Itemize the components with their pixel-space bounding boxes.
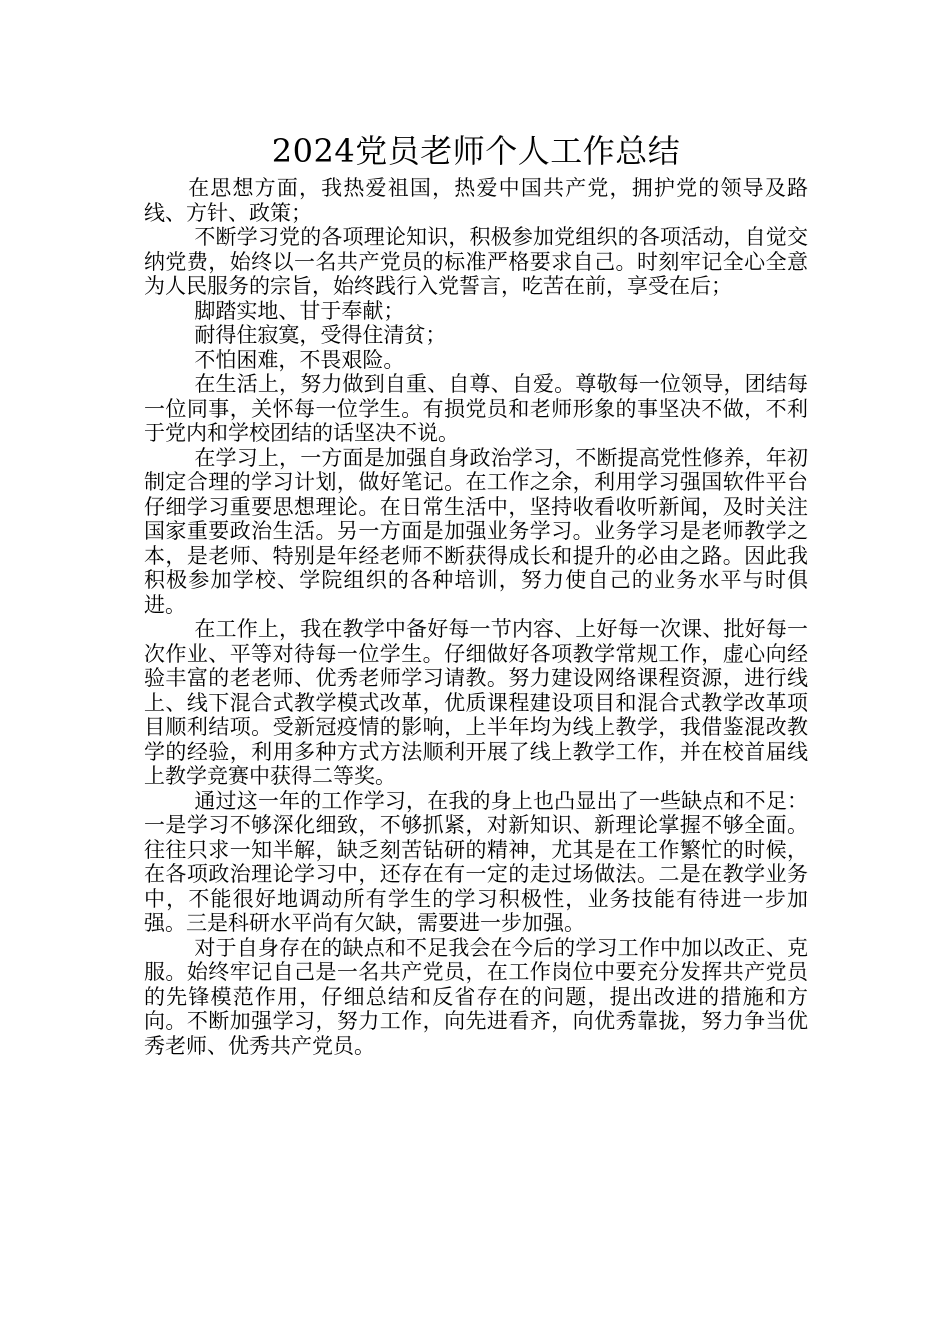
paragraph-dedication: 脚踏实地、甘于奉献；	[194, 298, 405, 323]
paragraph-ideology: 在思想方面，我热爱祖国，热爱中国共产党，拥护党的领导及路线、方针、政策；	[144, 176, 808, 225]
paragraph-shortcomings: 通过这一年的工作学习，在我的身上也凸显出了一些缺点和不足：一是学习不够深化细致，不够抓紧，对新知识、新理论掌握不够全面。往往只求一知半解，缺乏刻苦钻研的精神，尤其是在工作繁忙的时候，在各项政治理论学习中，还存在有一定的走过场做法。二是在教学业务中，不能很好地调动所有学生的学习积极性，业务技能有待进一步加强。三是科研水平尚有欠缺，需要进一步加强。	[144, 788, 808, 935]
paragraph-courage: 不怕困难，不畏艰险。	[194, 347, 405, 372]
document-title: 2024党员老师个人工作总结	[271, 132, 681, 170]
paragraph-endurance: 耐得住寂寞，受得住清贫；	[194, 323, 447, 347]
paragraph-work: 在工作上，我在教学中备好每一节内容、上好每一次课、批好每一次作业、平等对待每一位学生。仔细做好各项教学常规工作，虚心向经验丰富的老老师、优秀老师学习请教。努力建设网络课程资源，进行线上、线下混合式教学模式改革，优质课程建设项目和混合式教学改革项目顺利结项。受新冠疫情的影响，上半年均为线上教学，我借鉴混改教学的经验，利用多种方式方法顺利开展了线上教学工作，并在校首届线上教学竞赛中获得二等奖。	[144, 617, 808, 788]
paragraph-life: 在生活上，努力做到自重、自尊、自爱。尊敬每一位领导，团结每一位同事，关怀每一位学生。有损党员和老师形象的事坚决不做，不利于党内和学校团结的话坚决不说。	[144, 372, 808, 445]
paragraph-study: 在学习上，一方面是加强自身政治学习，不断提高党性修养，年初制定合理的学习计划，做好笔记。在工作之余，利用学习强国软件平台仔细学习重要思想理论。在日常生活中，坚持收看收听新闻，及时关注国家重要政治生活。另一方面是加强业务学习。业务学习是老师教学之本，是老师、特别是年经老师不断获得成长和提升的必由之路。因此我积极参加学校、学院组织的各种培训，努力使自己的业务水平与时俱进。	[144, 445, 808, 617]
paragraph-improvement: 对于自身存在的缺点和不足我会在今后的学习工作中加以改正、克服。始终牢记自己是一名共产党员，在工作岗位中要充分发挥共产党员的先锋模范作用，仔细总结和反省存在的问题，提出改进的措施和方向。不断加强学习，努力工作，向先进看齐，向优秀靠拢，努力争当优秀老师、优秀共产党员。	[144, 935, 808, 1058]
paragraph-party-study: 不断学习党的各项理论知识，积极参加党组织的各项活动，自觉交纳党费，始终以一名共产党员的标准严格要求自己。时刻牢记全心全意为人民服务的宗旨，始终践行入党誓言，吃苦在前，享受在后；	[144, 225, 808, 298]
document-page	[144, 130, 808, 1058]
